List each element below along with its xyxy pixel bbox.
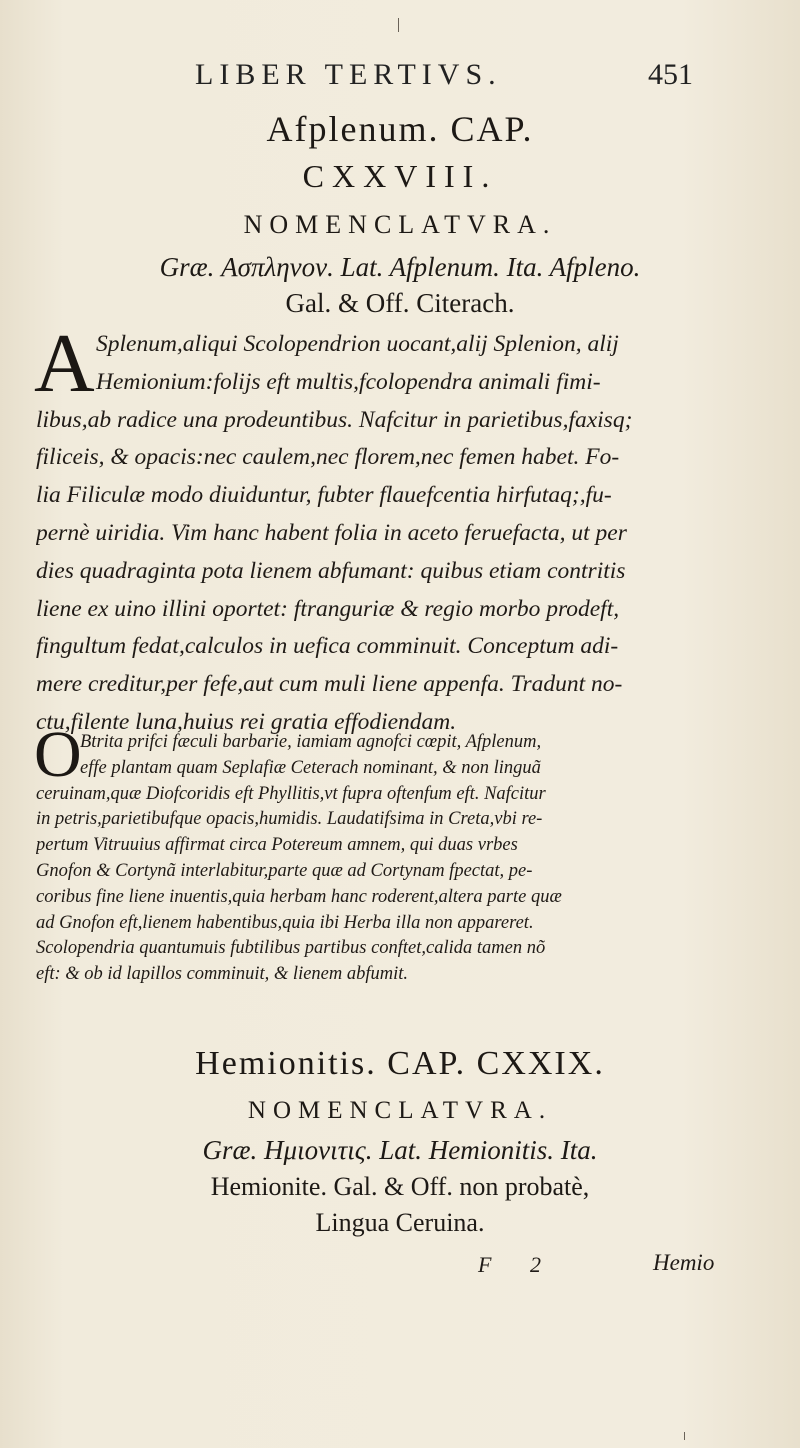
annotation-paragraph [36, 730, 766, 988]
text-line: Btrita prifci fæculi barbarie, iamiam agnofci cœpit, Afplenum, [80, 732, 542, 752]
signature-number: 2 [530, 1252, 541, 1277]
text-line: dies quadraginta pota lienem abfumant: quibus etiam contritis [36, 557, 626, 584]
text-line: coribus fine liene inuentis,quia herbam hanc roderent,altera parte quæ [36, 886, 562, 907]
nomenclatura-heading: NOMENCLATVRA. [243, 210, 557, 239]
text-line: filiceis, & opacis:nec caulem,nec florem,nec femen habet. Fo- [36, 444, 620, 471]
text-line: in petris,parietibufque opacis,humidis. Laudatifsima in Creta,vbi re- [36, 809, 543, 830]
text-line: liene ex uino illini oportet: ftranguriæ & regio morbo prodeft, [36, 595, 620, 622]
running-head-title: LIBER TERTIVS. [195, 58, 502, 91]
text-line: libus,ab radice una prodeuntibus. Nafcitur in parietibus,faxisq; [36, 406, 633, 433]
chapter-title: Hemionitis. CAP. CXXIX. [195, 1045, 605, 1082]
synonyms-line: Hemionite. Gal. & Off. non probatè, [210, 1172, 590, 1201]
text-line: pertum Vitruuius affirmat circa Potereum amnem, qui duas vrbes [36, 835, 518, 856]
text-line: Hemionium:folijs eft multis,fcolopendra animali fimi- [96, 368, 601, 395]
text-line: effe plantam quam Seplafiæ Ceterach nominant, & non linguã [80, 757, 541, 778]
main-paragraph [36, 326, 766, 742]
nomenclatura-heading: NOMENCLATVRA. [247, 1097, 553, 1124]
synonyms-line: Lingua Ceruina. [315, 1208, 485, 1237]
text-line: ctu,filente luna,huius rei gratia effodiendam. [36, 708, 457, 735]
text-line: fingultum fedat,calculos in uefica comminuit. Conceptum adi- [36, 633, 619, 660]
annotation-drop-cap: O [34, 718, 82, 791]
text-line: lia Filiculæ modo diuiduntur, fubter flauefcentia hirfutaq;,fu- [36, 482, 612, 509]
synonyms-line: Gal. & Off. Citerach. [285, 288, 515, 318]
synonyms-line: Græ. Ημιονιτις. Lat. Hemionitis. Ita. [202, 1135, 598, 1165]
chapter-number: CXXVIII. [302, 158, 498, 194]
text-line: eft: & ob id lapillos comminuit, & lienem abfumit. [36, 964, 409, 985]
page-number: 451 [648, 58, 693, 91]
text-line: mere creditur,per fefe,aut cum muli liene appenfa. Tradunt no- [36, 671, 623, 698]
text-line: pernè uiridia. Vim hanc habent folia in aceto feruefacta, ut per [36, 519, 627, 546]
text-line: ad Gnofon eft,lienem habentibus,quia ibi Herba illa non appareret. [36, 912, 534, 933]
chapter-title: Afplenum. CAP. [266, 109, 534, 149]
text-line: Splenum,aliqui Scolopendrion uocant,alij Splenion, alij [96, 331, 619, 357]
text-line: ceruinam,quæ Diofcoridis eft Phyllitis,vt fupra oftenfum eft. Nafcitur [36, 783, 546, 804]
text-line: Scolopendria quantumuis fubtilibus partibus conftet,calida tamen nõ [36, 938, 546, 959]
drop-cap: A [34, 317, 95, 410]
catchword: Hemio [653, 1250, 715, 1275]
signature-mark: F [478, 1252, 492, 1277]
running-head [0, 58, 800, 98]
synonyms-line: Græ. Ασπληνον. Lat. Afplenum. Ita. Afpleno. [159, 252, 641, 282]
binding-speck [398, 18, 399, 32]
binding-speck [684, 1432, 685, 1440]
text-line: Gnofon & Cortynã interlabitur,parte quæ ad Cortynam fpectat, pe- [36, 860, 533, 881]
